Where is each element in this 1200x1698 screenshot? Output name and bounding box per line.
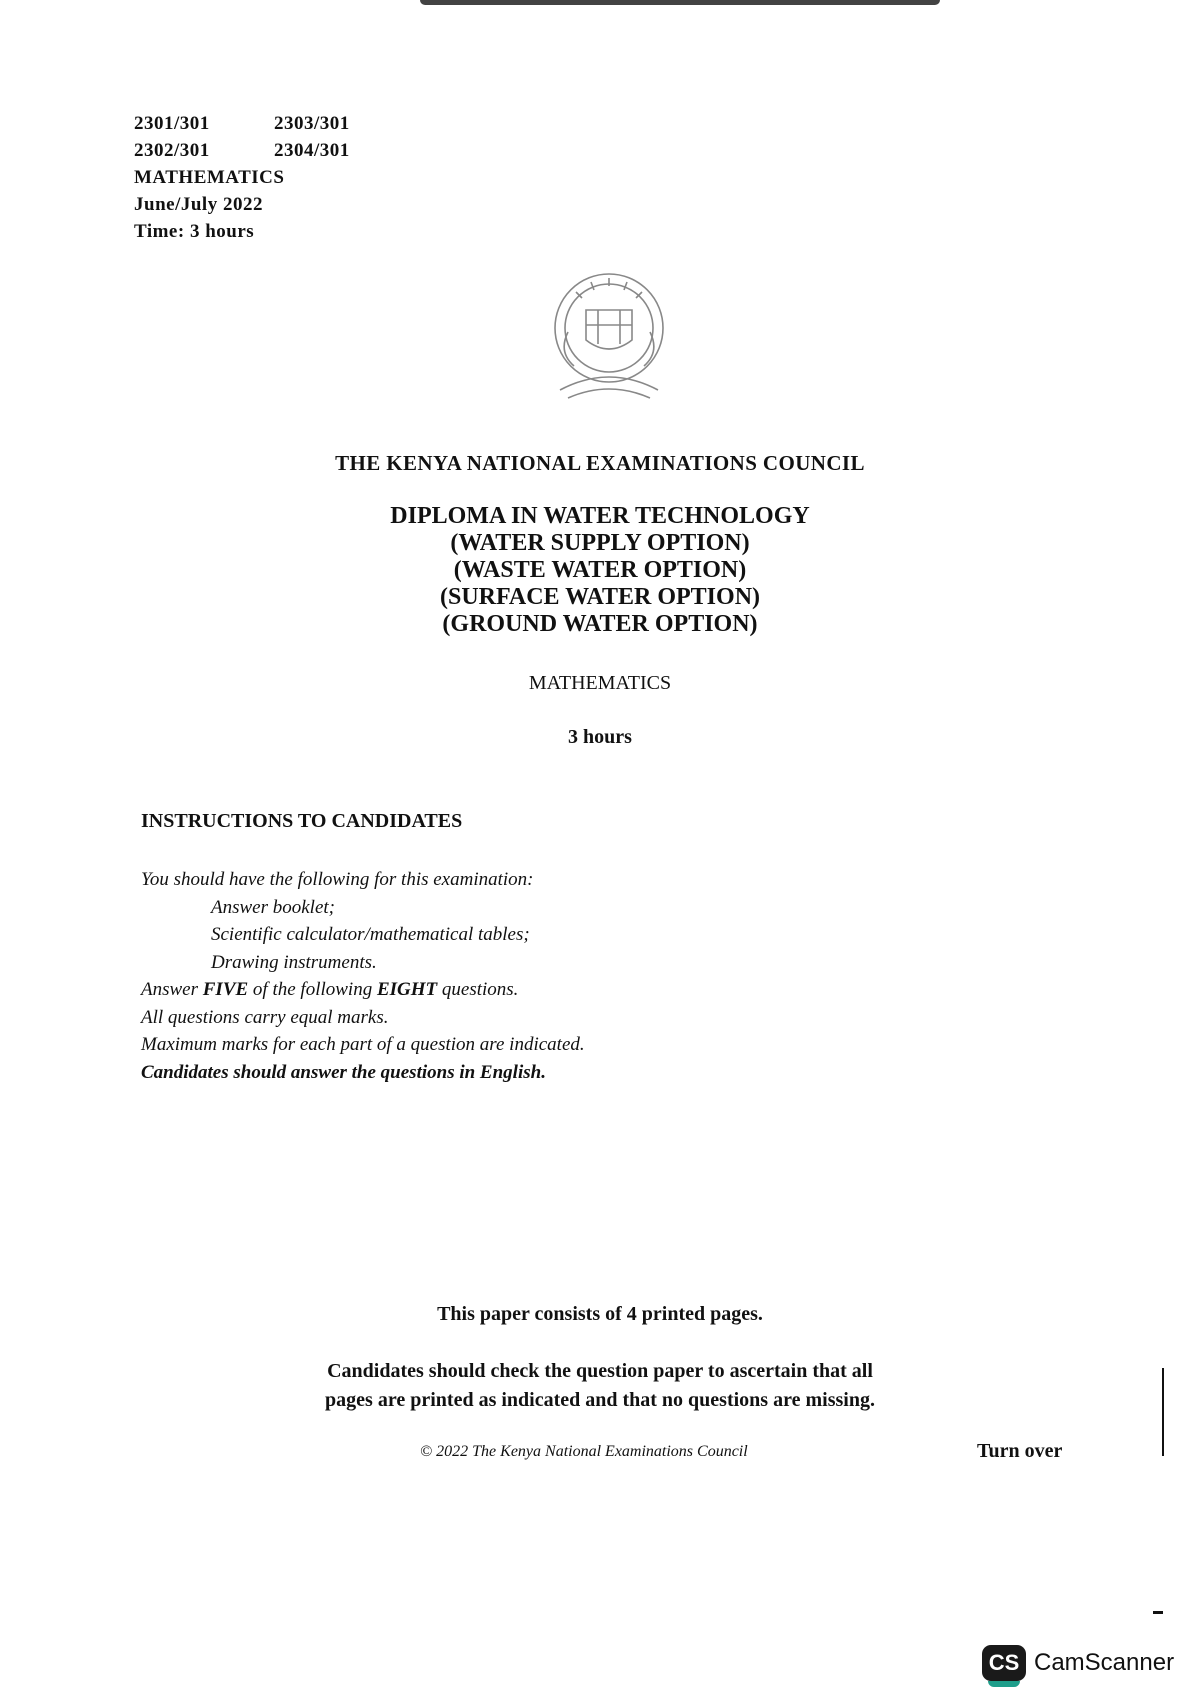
paper-code: 2302/301 <box>134 140 210 161</box>
max-marks-instruction: Maximum marks for each part of a question are indicated. <box>141 1034 585 1055</box>
equal-marks-instruction: All questions carry equal marks. <box>141 1006 389 1028</box>
answer-count: FIVE <box>202 979 249 1000</box>
language-instruction: Candidates should answer the questions in English. <box>141 1061 546 1083</box>
diploma-line: (SURFACE WATER OPTION) <box>439 584 761 610</box>
required-item: Scientific calculator/mathematical tables; <box>211 924 530 945</box>
instructions-list <box>141 866 585 1086</box>
answer-instruction <box>141 976 585 1004</box>
paper-code: 2301/301 <box>134 113 210 134</box>
answer-text: Answer <box>141 979 203 1000</box>
page-count-note: This paper consists of 4 printed pages. <box>437 1303 763 1325</box>
header-time: Time: 3 hours <box>134 221 255 242</box>
diploma-line: (WASTE WATER OPTION) <box>453 557 747 583</box>
required-item: Drawing instruments. <box>211 951 377 973</box>
check-note-line: Candidates should check the question paper to ascertain that all <box>327 1360 873 1382</box>
council-name: THE KENYA NATIONAL EXAMINATIONS COUNCIL <box>335 451 865 475</box>
check-note-line: pages are printed as indicated and that no questions are missing. <box>325 1389 875 1411</box>
required-item: Answer booklet; <box>211 896 336 918</box>
diploma-line: (GROUND WATER OPTION) <box>442 611 758 637</box>
turn-over-label: Turn over <box>977 1440 1063 1462</box>
copyright: © 2022 The Kenya National Examinations Council <box>420 1443 748 1460</box>
header-session: June/July 2022 <box>134 194 263 215</box>
camscanner-text: CamScanner <box>1034 1649 1175 1676</box>
coat-of-arms-icon <box>546 270 672 410</box>
diploma-line: DIPLOMA IN WATER TECHNOLOGY <box>390 503 810 529</box>
scan-mark-dash <box>1153 1611 1163 1614</box>
camscanner-logo-icon: CS <box>982 1645 1026 1681</box>
question-count: EIGHT <box>376 979 438 1000</box>
check-paper-note <box>0 1357 1200 1415</box>
subject-title: MATHEMATICS <box>528 672 672 694</box>
camscanner-watermark <box>982 1645 1174 1681</box>
paper-codes <box>134 110 350 245</box>
diploma-title <box>0 503 1200 638</box>
diploma-line: (WATER SUPPLY OPTION) <box>450 530 750 556</box>
header-subject: MATHEMATICS <box>134 167 285 188</box>
paper-code: 2304/301 <box>274 140 350 161</box>
duration: 3 hours <box>568 726 632 748</box>
instruction-intro: You should have the following for this examination: <box>141 869 534 890</box>
answer-text: of the following <box>248 979 377 1000</box>
paper-code: 2303/301 <box>274 113 350 134</box>
answer-text: questions. <box>437 979 519 1000</box>
scan-shadow-top <box>420 0 940 5</box>
instructions-heading: INSTRUCTIONS TO CANDIDATES <box>141 810 463 832</box>
